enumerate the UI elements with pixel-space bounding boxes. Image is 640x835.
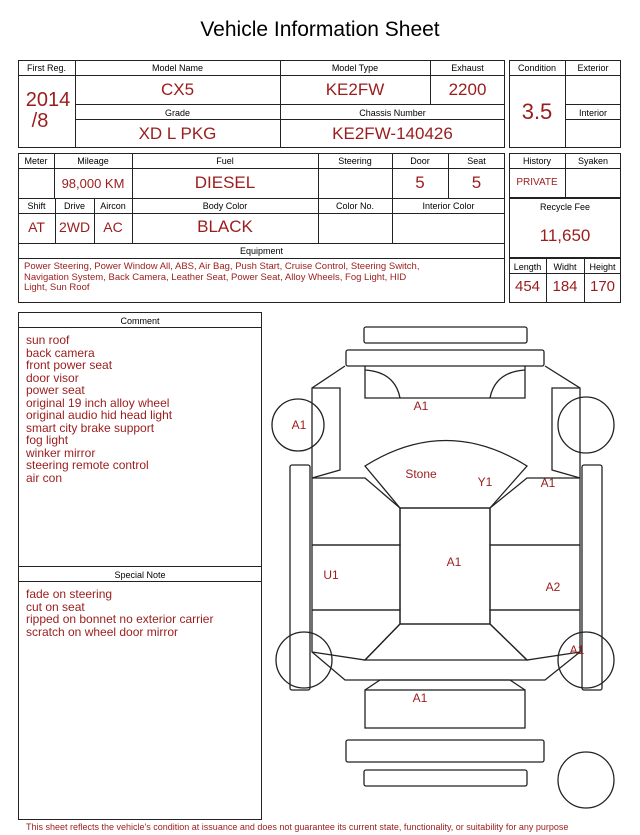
list-item: fog light	[26, 433, 69, 447]
history-header: History	[522, 156, 551, 166]
comment-list	[26, 334, 172, 484]
model-name-header: Model Name	[151, 63, 204, 73]
damage-mark-left-side: U1	[323, 568, 339, 582]
trunk	[365, 690, 525, 728]
door-header: Door	[410, 156, 430, 166]
damage-mark-front-bumper: A1	[413, 399, 429, 413]
front-bumper-strip	[364, 327, 527, 343]
right-rear-door	[490, 545, 580, 610]
body-color-header: Body Color	[202, 201, 248, 211]
height-header: Height	[589, 262, 616, 272]
list-item: winker mirror	[26, 445, 96, 460]
body-outline	[312, 366, 580, 680]
list-item: scratch on wheel door mirror	[26, 624, 179, 639]
steering-header: Steering	[338, 156, 372, 166]
body-color-value: BLACK	[197, 217, 253, 236]
mileage-value: 98,000 KM	[61, 176, 125, 191]
door-value: 5	[415, 173, 425, 192]
hood-outline	[365, 366, 525, 398]
width-header: Widht	[553, 262, 577, 272]
first-reg-year: 2014	[25, 89, 71, 111]
damage-mark-rear-right-wheel: A1	[569, 643, 585, 657]
damage-mark-y1: Y1	[477, 475, 493, 489]
damage-mark-right-side: A2	[545, 580, 561, 594]
list-item: original 19 inch alloy wheel	[26, 395, 170, 410]
aircon-header: Aircon	[100, 201, 126, 211]
left-front-door	[312, 478, 400, 545]
length-header: Length	[513, 262, 542, 272]
headlight-right	[490, 370, 525, 398]
color-no-header: Color No.	[335, 201, 374, 211]
damage-mark-roof: A1	[446, 555, 462, 569]
damage-mark-front-left-wheel: A1	[291, 418, 307, 432]
list-item: door visor	[26, 370, 79, 385]
list-item: smart city brake support	[26, 420, 155, 435]
spare-wheel	[558, 752, 614, 808]
list-item: sun roof	[26, 333, 70, 347]
front-right-wheel	[558, 397, 614, 453]
damage-mark-rear-bumper: A1	[412, 691, 428, 705]
list-item: back camera	[26, 345, 95, 360]
chassis-number-value: KE2FW-140426	[332, 124, 453, 143]
left-rear-quarter	[312, 610, 400, 660]
interior-header: Interior	[578, 108, 607, 118]
syaken-header: Syaken	[577, 156, 609, 166]
recycle-fee-value: 11,650	[539, 226, 591, 245]
shift-header: Shift	[27, 201, 46, 211]
list-item: fade on steering	[26, 587, 113, 601]
list-item: steering remote control	[26, 458, 149, 472]
first-reg-month: /8	[31, 110, 49, 132]
mileage-header: Mileage	[77, 156, 109, 166]
list-item: original audio hid head light	[26, 408, 173, 422]
equipment-header: Equipment	[239, 246, 284, 256]
history-value: PRIVATE	[516, 177, 558, 188]
headlight-left	[365, 370, 400, 398]
page-title: Vehicle Information Sheet	[200, 18, 440, 41]
condition-score: 3.5	[521, 99, 553, 124]
model-type-value: KE2FW	[325, 80, 385, 99]
right-front-arch	[552, 388, 580, 478]
seat-value: 5	[471, 173, 482, 192]
shift-value: AT	[28, 219, 45, 235]
meter-header: Meter	[24, 156, 48, 166]
fuel-value: DIESEL	[194, 173, 256, 192]
model-name-value: CX5	[160, 80, 195, 99]
rear-window	[365, 624, 527, 660]
list-item: ripped on bonnet no exterior carrier	[26, 612, 214, 626]
condition-header: Condition	[517, 63, 557, 73]
list-item: cut on seat	[26, 599, 85, 614]
drive-value: 2WD	[58, 219, 91, 235]
height-value: 170	[589, 278, 616, 295]
drive-header: Drive	[63, 201, 85, 211]
interior-color-header: Interior Color	[422, 201, 475, 211]
left-side-skirt	[290, 465, 310, 690]
trunk-top	[365, 680, 525, 690]
model-type-header: Model Type	[331, 63, 379, 73]
grade-value: XD L PKG	[138, 124, 217, 143]
special-note-list	[26, 588, 213, 638]
rear-left-wheel	[276, 632, 332, 688]
left-front-arch	[312, 388, 340, 478]
list-item: front power seat	[26, 358, 113, 372]
list-item: air con	[26, 470, 63, 485]
first-reg-header: First Reg.	[26, 63, 66, 73]
recycle-fee-header: Recycle Fee	[539, 202, 591, 212]
damage-mark-right-fender: A1	[540, 476, 556, 490]
seat-header: Seat	[467, 156, 486, 166]
length-value: 454	[514, 278, 541, 295]
aircon-value: AC	[103, 219, 123, 235]
grade-header: Grade	[164, 108, 190, 118]
equipment-list: Power Steering, Power Window All, ABS, Air Bag, Push Start, Cruise Control, Steering Switch, Navigation System, Back Camera, Leather Seat, Power Seat, Alloy Wheels, Fog Light, HID Light, Sun Roof	[24, 261, 420, 293]
front-grille	[346, 350, 544, 366]
exterior-header: Exterior	[577, 63, 609, 73]
rear-bumper	[346, 740, 544, 762]
disclaimer-footer: This sheet reflects the vehicle's condition at issuance and does not guarantee its current state, functionality, or suitability for any purpose	[26, 822, 569, 832]
rear-right-wheel	[558, 632, 614, 688]
rear-bumper-strip	[364, 770, 527, 786]
special-note-header: Special Note	[114, 570, 166, 580]
exhaust-value: 2200	[448, 80, 487, 99]
width-value: 184	[552, 278, 578, 295]
fuel-header: Fuel	[216, 156, 234, 166]
list-item: power seat	[26, 383, 85, 397]
exhaust-header: Exhaust	[451, 63, 484, 73]
chassis-number-header: Chassis Number	[359, 108, 426, 118]
damage-mark-stone: Stone	[405, 467, 437, 481]
comment-header: Comment	[120, 316, 160, 326]
